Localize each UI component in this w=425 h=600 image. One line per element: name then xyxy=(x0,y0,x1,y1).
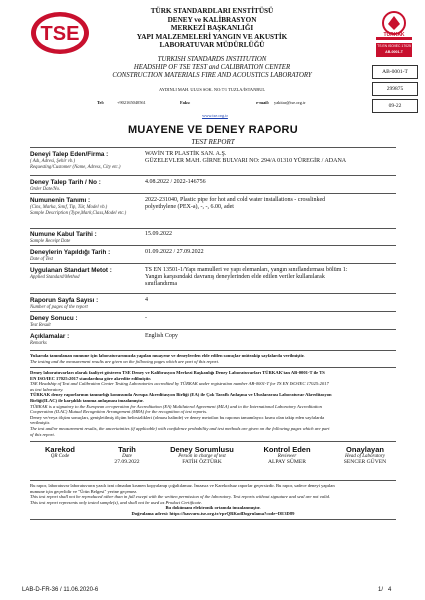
org-line: YAPI MALZEMELERİ YANGIN VE AKUSTİK xyxy=(136,32,288,41)
notice-line: of this report. xyxy=(30,431,55,437)
field-remarks xyxy=(30,333,396,351)
signature-subtitle: Reviewer xyxy=(277,454,297,459)
org-line: DENEY ve KALİBRASYON xyxy=(167,15,257,24)
email-label: e-mail: xyxy=(256,100,270,105)
tse-logo-text: TSE xyxy=(40,23,80,45)
tse-logo xyxy=(30,10,90,56)
field-divider xyxy=(30,245,396,246)
org-line: TÜRK STANDARDLARI ENSTİTÜSÜ xyxy=(150,7,274,15)
notice-line: TÜRKAK is a signatory to the European co-operation for Accreditation (EA) Multilateral Agreement (MLA) and to the International Laboratory Accreditation xyxy=(30,403,322,409)
org-line: LABORATUVAR MÜDÜRLÜĞÜ xyxy=(159,41,265,50)
field-divider xyxy=(30,193,396,194)
section-divider xyxy=(30,350,396,351)
field-sublabel: Applied Standard/Method xyxy=(30,275,80,280)
signature-title: Tarih xyxy=(118,445,136,454)
field-label: Numunenin Tanımı : xyxy=(30,197,91,204)
field-sublabel: Test Result xyxy=(30,323,51,328)
notice-line: The test and/or measurement results, the uncertainties (if applicable) with confidence probability and test methods are given on the following pages which are part xyxy=(30,425,330,431)
field-sublabel: Remarks xyxy=(30,341,47,346)
signature-reviewer xyxy=(252,445,322,465)
org-name-en xyxy=(85,56,339,80)
notice-line: Birliği(ILAC) ile karşılıklı tanıma anlaşması imzalamıştır. xyxy=(30,397,144,403)
field-label: Deney Sonucu : xyxy=(30,315,78,322)
field-value-line2: Yangın karşısındaki davranış deneylerinden elde edilen veriler kullanılarak xyxy=(145,274,325,280)
org-line-en: TURKISH STANDARDS INSTITUTION xyxy=(157,56,267,63)
field-sublabel: Order Date/No. xyxy=(30,187,61,192)
signature-value: ALPAY SÜMER xyxy=(267,459,307,465)
signature-title: Karekod xyxy=(44,445,75,454)
notice-line: Deney ve/veya ölçüm sonuçları, genişletilmiş ölçüm belirsizlikleri (olması halinde) ve deney metotları bu raporun tamamlayıcı kısmı olan takip eden sayfalarda xyxy=(30,414,325,420)
report-date-code: 09-22 xyxy=(372,99,418,113)
field-label: Deney Talep Tarih / No : xyxy=(30,179,101,186)
field-label: Numune Kabul Tarihi : xyxy=(30,231,97,238)
org-name-tr xyxy=(95,7,329,50)
signature-title: Kontrol Eden xyxy=(263,445,311,454)
section-divider xyxy=(30,367,396,368)
org-line-en: HEADSHIP OF TSE TEST and CALIBRATION CENTER xyxy=(133,64,291,71)
field-label: Raporun Sayfa Sayısı : xyxy=(30,297,99,304)
org-line-en: CONSTRUCTION MATERIALS FIRE AND ACOUSTICS LABORATORY xyxy=(112,72,312,79)
field-sublabel-en: Requesting/Customer (Name, Adress, City etc.) xyxy=(30,165,121,170)
report-number: 299875 xyxy=(372,82,418,96)
field-test-result xyxy=(30,315,396,333)
field-page-count xyxy=(30,297,396,315)
results-notice xyxy=(30,353,396,364)
esign-notice: Bu dokümanı elektronik ortamda imzalanmıştır. xyxy=(165,505,261,511)
field-receipt-date xyxy=(30,231,396,249)
field-sublabel: Number of pages of the report xyxy=(30,305,88,310)
field-label: Uygulanan Standart Metot : xyxy=(30,267,112,274)
results-notice-tr: Yukarıda tanımlanan numune için laboratuvarımızda yapılan muayene ve deneylerden elde edilen sonuçlar müteakip sayfalarda verilmiştir. xyxy=(30,353,305,358)
turkak-standard: TS EN ISO/IEC 17025 xyxy=(377,44,411,48)
turkak-number: AB-0001-T xyxy=(385,50,403,54)
turkak-badge xyxy=(373,10,415,60)
field-label: Açıklamalar : xyxy=(30,333,70,340)
field-sublabel: Date of Test xyxy=(30,257,54,262)
field-label: Deneyi Talep Eden/Firma : xyxy=(30,151,109,158)
title-divider xyxy=(30,147,396,148)
signature-qr xyxy=(30,445,90,459)
fax-label: Faks: xyxy=(180,100,191,105)
footer-line: numune için geçerlidir ve "Ürün Belgesi" yerine geçemez. xyxy=(30,488,138,494)
tel-label: Tel: xyxy=(97,100,105,105)
field-value: - xyxy=(145,315,147,321)
field-test-date xyxy=(30,249,396,267)
signature-title: Onaylayan xyxy=(346,445,384,454)
field-divider xyxy=(30,329,396,330)
signature-date xyxy=(102,445,152,465)
field-value: TS EN 13501-1/Yapı mamulleri ve yapı elemanları, yangın sınıflandırması bölüm 1: xyxy=(145,267,348,273)
notice-line: Deney laboratuvarları olarak faaliyet gösteren TSE Deney ve Kalibrasyon Merkezi Başkanlığı Deney Laboratuvarları TÜRKAK'tan AB-0001-T ile TS xyxy=(30,370,325,375)
footer-line: This test report shall not be reproduced other than in full except with the written permission of the laboratory. Test reports without signature and seal are not valid. xyxy=(30,494,331,500)
field-standard xyxy=(30,267,396,293)
notice-line: as test laboratory. xyxy=(30,386,64,392)
footer-notes xyxy=(30,483,400,517)
report-title: MUAYENE VE DENEY RAPORU xyxy=(127,124,299,136)
signature-subtitle: QR Code xyxy=(50,454,70,459)
notice-line: TSE Headship of Test and Calibration Center Testing Laboratories accredited by TÜRKAK under registration number AB-0001-T for TS EN ISO/IEC 17025:2017 xyxy=(30,381,329,387)
signature-tester xyxy=(162,445,242,465)
signature-value: SENCER GÜVEN xyxy=(343,459,387,465)
accreditation-notice xyxy=(30,370,400,437)
form-code: LAB-D-FR-36 / 11.06.2020-6 xyxy=(22,587,99,593)
field-value: 4 xyxy=(145,297,148,303)
footer-line: Bu rapor, laboratuvar laboratuvarın yazılı izni olmadan kısmen kopyalanıp çoğaltılamaz. İmzasız ve Karekodsuz raporlar geçersizdir. Bu rapor, sadece deneyi yapılan xyxy=(30,483,335,488)
signature-value: 27.09.2022 xyxy=(114,459,140,465)
verification-link[interactable]: Doğrulama adresi: https://basvuru.tse.org.tr/rprQRKodDogrulama?code=DE3D89 xyxy=(131,510,295,516)
field-sublabel: Sample Receipt Date xyxy=(30,239,71,244)
field-value: 2022-231040, Plastic pipe for hot and cold water installations - crosslinked xyxy=(145,197,326,203)
field-value-line2: polyethylene (PEX-a), -, -, 6.00, adet xyxy=(145,204,234,210)
notice-line: verilmiştir. xyxy=(30,420,51,426)
signature-subtitle: Person in charge of test xyxy=(178,454,226,459)
footer-line: This test report represents only tested sample(s), and shall not be used as Product Certificate. xyxy=(30,499,203,505)
field-divider xyxy=(30,228,396,229)
signature-approver xyxy=(330,445,400,465)
section-divider xyxy=(30,441,396,442)
field-value-line3: sınıflandırma xyxy=(145,281,177,287)
signature-title: Deney Sorumlusu xyxy=(170,445,234,454)
tel-value: +902165040561 xyxy=(117,100,146,105)
results-notice-en: The testing and the measurement results are given on the following pages which are part of this report. xyxy=(30,358,220,364)
field-value: 01.09.2022 / 27.09.2022 xyxy=(145,249,204,255)
website-link[interactable]: www.tse.org.tr xyxy=(202,113,228,118)
address: AYDINLI MAH. ULUS SOK. NO:7/1 TUZLA/İSTANBUL xyxy=(158,87,266,92)
field-value: 15.09.2022 xyxy=(145,231,172,237)
turkak-name: TÜRKAK xyxy=(383,32,405,38)
signature-value: FATİH ÖZTÜRK xyxy=(182,459,222,465)
field-value: English Copy xyxy=(145,333,178,339)
page-number: 1/ 4 xyxy=(378,587,392,593)
field-sublabel-en: Sample Description (Type,Mark,Class,Model etc.) xyxy=(30,211,127,216)
notice-line: TÜRKAK deney raporlarının tanınırlığı konusunda Avrupa Akreditasyon Birliği (EA) ile Çok Taraflı Anlaşma ve Uluslararası Laboratuvar Akreditasyon xyxy=(30,392,332,398)
notice-line: EN ISO/IEC 17025:2017 standardına göre akredite edilmiştir. xyxy=(30,375,152,381)
field-divider xyxy=(30,263,396,264)
accreditation-code: AB-0001-T xyxy=(372,65,418,79)
notice-line: Cooperation (ILAC) Mutual Recognition Arrangement (MRA) for the recognition of test reports. xyxy=(30,409,208,415)
field-divider xyxy=(30,175,396,176)
field-divider xyxy=(30,311,396,312)
field-sublabel: (Cins, Marka, Sınıf, Tip, Tür, Model vb.) xyxy=(30,205,108,210)
field-label: Deneylerin Yapıldığı Tarih : xyxy=(30,249,111,256)
report-subtitle: TEST REPORT xyxy=(191,138,235,146)
org-line: MERKEZİ BAŞKANLIĞI xyxy=(170,24,254,33)
signature-subtitle: Date xyxy=(122,454,132,459)
field-value: WAVİN TR PLASTİK SAN. A.Ş. xyxy=(145,151,227,157)
email-link[interactable]: yakitar@tse.org.tr xyxy=(274,100,306,105)
section-divider xyxy=(30,480,396,481)
field-value: 4.08.2022 / 2022-146756 xyxy=(145,179,206,185)
signature-subtitle: Head of Laboratory xyxy=(345,454,385,459)
field-sublabel: ( Adı, Adresi, Şehir vb.) xyxy=(30,159,76,164)
section-divider xyxy=(30,519,396,520)
field-value-line2: GÜZELEVLER MAH. GİRNE BULVARI NO: 294/A 01310 YÜREGİR / ADANA xyxy=(145,158,347,164)
field-order xyxy=(30,179,396,199)
field-divider xyxy=(30,293,396,294)
field-sample-description xyxy=(30,197,396,231)
